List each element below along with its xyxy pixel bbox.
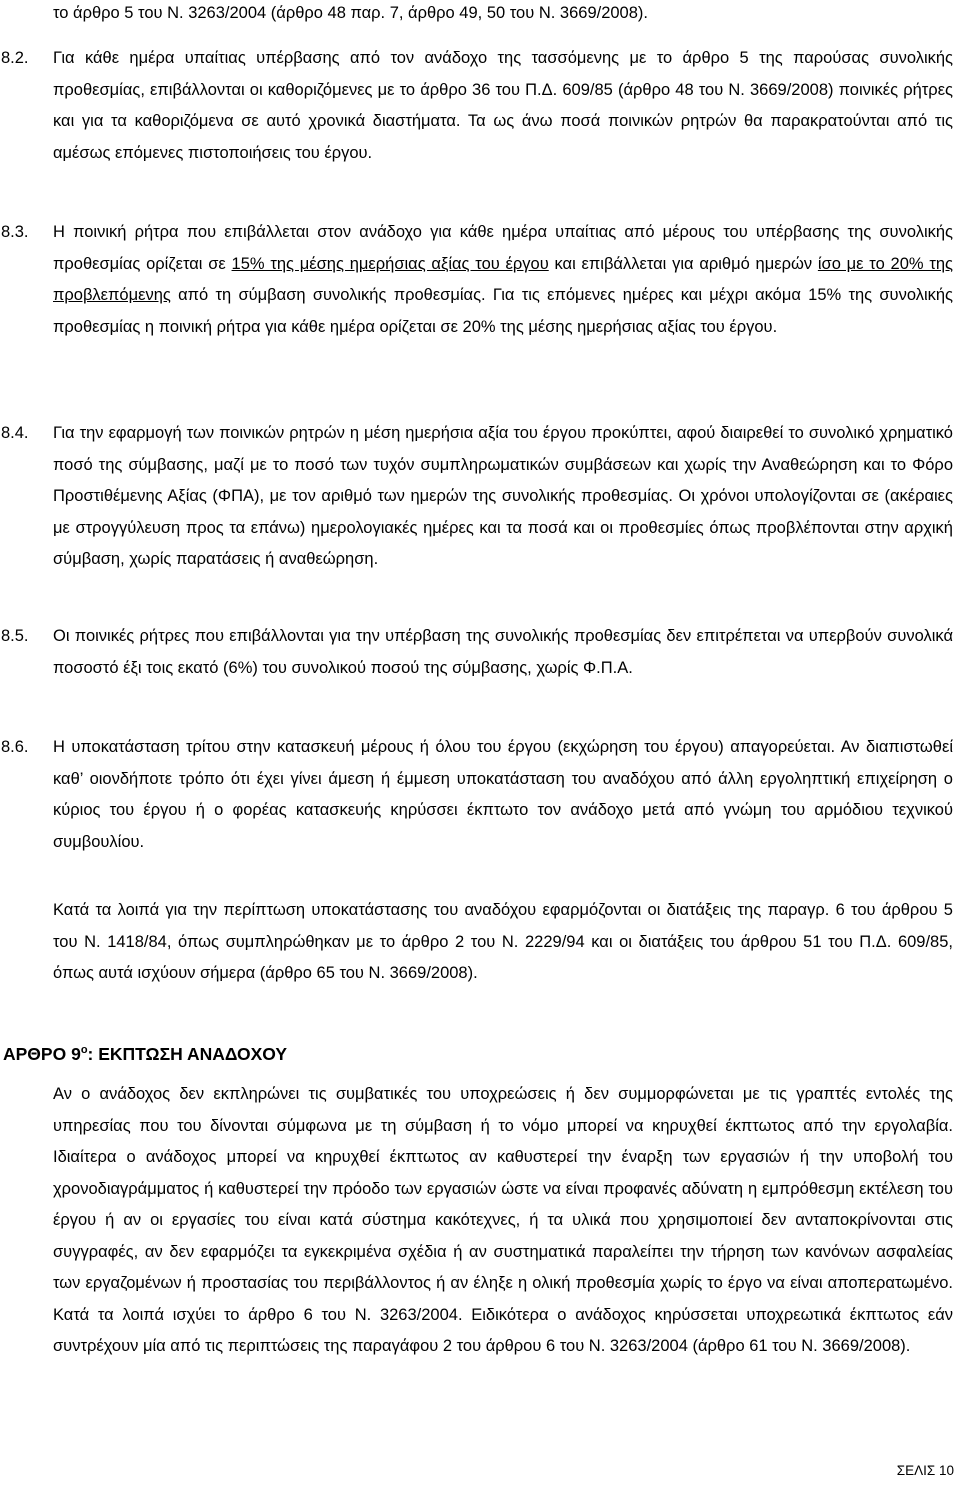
section-number: 8.4. — [1, 424, 29, 442]
section-8-5 — [1, 621, 953, 684]
heading-text: : ΕΚΠΤΩΣΗ ΑΝΑΔΟΧΟΥ — [87, 1044, 288, 1064]
section-8-6 — [1, 732, 953, 858]
heading-superscript: ο — [80, 1044, 88, 1056]
heading-text: ΑΡΘΡΟ 9 — [3, 1044, 81, 1064]
section-number: 8.5. — [1, 627, 29, 645]
page-number: ΣΕΛΙΣ 10 — [896, 1463, 954, 1478]
section-text: από τη σύμβαση συνολικής προθεσμίας. Για τις επόμενες ημέρες και μέχρι ακόμα 15% της συνολικής προθεσμίας η ποινική ρήτρα για κάθε ημέρα ορίζεται σε 20% της μέσης ημερήσιας αξίας του έργου. — [53, 286, 953, 336]
section-text: Η υποκατάσταση τρίτου στην κατασκευή μέρους ή όλου του έργου (εκχώρηση του έργου) απαγορεύεται. Αν διαπιστωθεί καθ’ οιονδήποτε τρόπο ότι έχει γίνει άμεση ή έμμεση υποκατάσταση του αναδόχου από άλλη εργοληπτική επιχείρηση ο κύριος του έργου ή ο φορέας κατασκευής κηρύσσει έκπτωτο τον ανάδοχο μετά από γνώμη του αρμόδιου τεχνικού συμβουλίου. — [53, 738, 953, 851]
section-text: Για την εφαρμογή των ποινικών ρητρών η μέση ημερήσια αξία του έργου προκύπτει, αφού διαιρεθεί το συνολικό χρηματικό ποσό της σύμβασης, μαζί με το ποσό των τυχόν συμπληρωματικών συμβάσεων και χωρίς την Αναθεώρηση και το Φόρο Προστιθέμενης Αξίας (ΦΠΑ), με τον αριθμό των ημερών της συνολικής προθεσμίας. Οι χρόνοι υπολογίζονται σε (ακέραιες με στρογγύλευση προς τα επάνω) ημερολογιακές ημέρες και τα ποσά και οι προθεσμίες όπως προβλέπονται στην αρχική σύμβαση, χωρίς παρατάσεις ή αναθεώρηση. — [53, 424, 953, 568]
paragraph-text: το άρθρο 5 του Ν. 3263/2004 (άρθρο 48 παρ. 7, άρθρο 49, 50 του Ν. 3669/2008). — [53, 4, 648, 22]
section-8-6-continuation — [53, 895, 953, 990]
section-8-3 — [1, 217, 953, 343]
section-number: 8.6. — [1, 738, 29, 756]
section-number: 8.2. — [1, 49, 29, 67]
section-8-4 — [1, 418, 953, 576]
paragraph-continuation — [53, 0, 953, 30]
section-number: 8.3. — [1, 223, 29, 241]
section-text: Κατά τα λοιπά για την περίπτωση υποκατάστασης του αναδόχου εφαρμόζονται οι διατάξεις της παραγρ. 6 του άρθρου 5 του Ν. 1418/84, όπως συμπληρώθηκαν με το άρθρο 2 του Ν. 2229/94 και οι διατάξεις του άρθρου 51 του Π.Δ. 609/85, όπως αυτά ισχύουν σήμερα (άρθρο 65 του Ν. 3669/2008). — [53, 901, 953, 982]
article-9-heading — [3, 1037, 287, 1067]
section-text: Η ποινική ρήτρα που επιβάλλεται στον ανάδοχο για κάθε ημέρα υπαίτιας από μέρους του υπέρβασης της συνολικής προθεσμίας ορίζεται σε — [53, 223, 953, 273]
section-text: Για κάθε ημέρα υπαίτιας υπέρβασης από τον ανάδοχο της τασσόμενης με το άρθρο 5 της παρούσας συνολικής προθεσμίας, επιβάλλονται οι καθοριζόμενες με το άρθρο 36 του Π.Δ. 609/85 (άρθρο 48 του Ν. 3669/2008) ποινικές ρήτρες και για τα καθοριζόμενα σε αυτό χρονικά διαστήματα. Τα ως άνω ποσά ποινικών ρητρών θα παρακρατούνται από τις αμέσως επόμενες πιστοποιήσεις του έργου. — [53, 49, 953, 162]
section-text: και επιβάλλεται για αριθμό ημερών — [548, 254, 818, 273]
section-text: Οι ποινικές ρήτρες που επιβάλλονται για την υπέρβαση της συνολικής προθεσμίας δεν επιτρέπεται να υπερβούν συνολικά ποσοστό έξι τοις εκατό (6%) του συνολικού ποσού της σύμβασης, χωρίς Φ.Π.Α. — [53, 627, 953, 677]
underlined-text: ίσο με το 20% της προβλεπόμενης — [53, 254, 953, 304]
underlined-text: 15% της μέσης ημερήσιας αξίας του έργου — [231, 254, 549, 273]
section-8-2 — [1, 43, 953, 169]
article-9-body — [53, 1079, 953, 1363]
article-text: Αν ο ανάδοχος δεν εκπληρώνει τις συμβατικές του υποχρεώσεις ή δεν συμμορφώνεται με τις γραπτές εντολές της υπηρεσίας που του δίνονται σύμφωνα με τη σύμβαση ή το νόμο μπορεί να κηρυχθεί έκπτωτος από την εργολαβία. Ιδιαίτερα ο ανάδοχος μπορεί να κηρυχθεί έκπτωτος αν καθυστερεί την έναρξη των εργασιών ή την υποβολή του χρονοδιαγράμματος ή καθυστερεί την πρόοδο των εργασιών ώστε να είναι προφανές αδύνατη η εμπρόθεσμη εκτέλεση του έργου ή αν οι εργασίες του είναι κατά σύστημα κακότεχνες, ή τα υλικά που χρησιμοποιεί δεν ανταποκρίνονται στις συγγραφές, αν δεν εφαρμόζει τα εγκεκριμένα σχέδια ή αν συστηματικά παραλείπει την τήρηση των κανόνων ασφαλείας των εργαζομένων ή προστασίας του περιβάλλοντος ή αν έληξε η ολική προθεσμία χωρίς το έργο να είναι αποπερατωμένο. Κατά τα λοιπά ισχύει το άρθρο 6 του Ν. 3263/2004. Ειδικότερα ο ανάδοχος κηρύσσεται υποχρεωτικά έκπτωτος εάν συντρέχουν μία από τις περιπτώσεις της παραγάφου 2 του άρθρου 6 του Ν. 3263/2004 (άρθρο 61 του Ν. 3669/2008). — [53, 1085, 953, 1355]
